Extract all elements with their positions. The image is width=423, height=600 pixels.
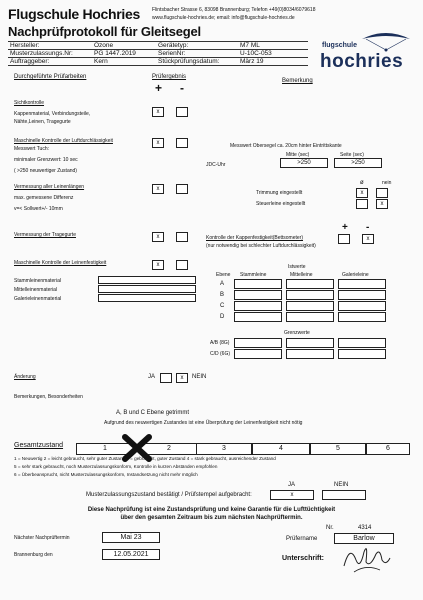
- zustand-label: Musterzulassungszustand bestätigt / Prüfstempel aufgebracht:: [86, 492, 252, 498]
- seite-value[interactable]: >250: [334, 158, 382, 168]
- ebene-label: Ebene: [216, 272, 231, 278]
- col-pruefarbeiten: Durchgeführte Prüfarbeiten: [14, 74, 87, 80]
- steuerleine-label: Steuerleine eingestellt: [256, 201, 306, 207]
- sicht-line2: Nähte,Leinen, Tragegurte: [14, 119, 71, 125]
- luft-minus-checkbox[interactable]: [176, 138, 188, 148]
- sicht-minus-checkbox[interactable]: [176, 107, 188, 117]
- seriennr-value: U-10C-053: [240, 50, 272, 57]
- logo-text-bottom: hochries: [320, 51, 404, 72]
- trimmung-label: Trimmung eingestellt: [256, 190, 303, 196]
- vermessung-plus-checkbox[interactable]: x: [152, 184, 164, 194]
- grid-cell[interactable]: [286, 312, 334, 322]
- grid-cell[interactable]: [338, 290, 386, 300]
- grenz-cd-mittel[interactable]: [286, 349, 334, 359]
- row-label-a: A: [220, 281, 225, 287]
- luft-heading: Maschinelle Kontrolle der Luftdurchlässigkeit: [14, 138, 113, 144]
- next-termin-value[interactable]: Mai 23: [102, 532, 160, 543]
- legend-line3: 6 = Überbeansprucht, nicht Musterzulassungskonform, Instandsetzung nicht mehr möglich: [14, 472, 198, 477]
- address-line-2: www.flugschule-hochries.de; email: info@flugschule-hochries.de: [152, 15, 295, 21]
- grid-cell[interactable]: [286, 290, 334, 300]
- galerieleinen-field[interactable]: [98, 294, 196, 302]
- row-label-c: C: [220, 303, 225, 309]
- aenderung-label: Änderung: [14, 374, 36, 380]
- address-line-1: Flintsbacher Strasse 6, 83098 Brannenburg; Telefon +49(0)8034/6079618: [152, 7, 316, 13]
- aenderung-ja-label: JA: [148, 374, 156, 380]
- vermessung-line1: max. gemessene Differenz: [14, 195, 74, 201]
- kappe-plus-header: +: [342, 222, 348, 233]
- stueckpruefung-value: März 19: [240, 58, 264, 65]
- pruefer-value[interactable]: Barlow: [334, 533, 394, 544]
- vermessung-minus-checkbox[interactable]: [176, 184, 188, 194]
- grenz-ab-stamm[interactable]: [234, 338, 282, 348]
- row-label-b: B: [220, 292, 225, 298]
- nr-value: 4314: [358, 525, 372, 531]
- auftraggeber-label: Auftraggeber:: [10, 58, 50, 65]
- pruefer-label: Prüfername: [286, 536, 318, 542]
- col-bemerkung: Bemerkung: [282, 78, 313, 84]
- grid-cell[interactable]: [234, 290, 282, 300]
- grenz-cd-galerie[interactable]: [338, 349, 386, 359]
- auftraggeber-value: Kern: [94, 58, 108, 65]
- scale-cell-1[interactable]: 1: [76, 443, 134, 455]
- muster-value: PG 1447.2019: [94, 50, 136, 57]
- signature-label: Unterschrift:: [282, 555, 325, 562]
- aenderung-nein-label: NEIN: [192, 374, 207, 380]
- scale-cell-3[interactable]: 3: [196, 443, 252, 455]
- tragegurte-plus-checkbox[interactable]: x: [152, 232, 164, 242]
- place-label: Brannenburg den: [14, 552, 53, 558]
- row-label-d: D: [220, 314, 225, 320]
- mittelleine-header: Mittelleine: [290, 272, 313, 278]
- mitte-label: Mitte (sec): [286, 152, 310, 158]
- sicht-plus-checkbox[interactable]: x: [152, 107, 164, 117]
- paraglider-icon: [358, 30, 413, 52]
- oe-label: ø: [360, 180, 364, 186]
- company-name: Flugschule Hochries: [8, 6, 140, 22]
- tragegurte-minus-checkbox[interactable]: [176, 232, 188, 242]
- nein-label: nein: [382, 180, 392, 186]
- muster-label: Musterzulassungs.Nr:: [10, 50, 73, 57]
- stammleine-header: Stammleine: [240, 272, 267, 278]
- col-pruefergebnis: Prüfergebnis: [152, 74, 187, 80]
- kappe-minus-checkbox[interactable]: x: [362, 234, 374, 244]
- luft-line1: Messwert Tuch:: [14, 146, 50, 152]
- grid-cell[interactable]: [234, 301, 282, 311]
- guarantee-line1: Diese Nachprüfung ist eine Zustandsprüfung und keine Garantie für die Lufttüchtigkeit: [87, 507, 336, 513]
- grenz-ab-galerie[interactable]: [338, 338, 386, 348]
- grid-cell[interactable]: [286, 301, 334, 311]
- kappe-plus-checkbox[interactable]: [338, 234, 350, 244]
- legend-line2: 5 = sehr stark gebraucht, noch Musterzulassungskonform, Kontrolle in kurzen Abständen empfohlen: [14, 464, 218, 469]
- grenzwerte-label: Grenzwerte: [284, 330, 310, 336]
- plus-header: +: [155, 81, 163, 95]
- luft-line3: ( >250 neuwertiger Zustand): [14, 168, 77, 174]
- zustand-ja-checkbox[interactable]: x: [270, 490, 314, 500]
- guarantee-line2: über den gesamten Zeitraum bis zum nächsten Nachprüftermin.: [120, 515, 303, 521]
- istwerte-label: Istwerte: [288, 264, 306, 270]
- tragegurte-heading: Vermessung der Tragegurte: [14, 232, 76, 238]
- nr-label: Nr.: [326, 525, 334, 531]
- trimmung-ja-checkbox[interactable]: x: [356, 188, 368, 198]
- date-value[interactable]: 12.05.2021: [102, 549, 160, 560]
- page-title: Nachprüfprotokoll für Gleitsegel: [8, 24, 201, 39]
- luft-plus-checkbox[interactable]: x: [152, 138, 164, 148]
- grid-cell[interactable]: [338, 301, 386, 311]
- leinen-minus-checkbox[interactable]: [176, 260, 188, 270]
- legend-line1: 1 = Neuwertig 2 = leicht gebraucht, sehr guter Zustand 3 = gebraucht, guter Zustand 4 = stark gebraucht, ausreichender Zustand: [14, 456, 276, 461]
- signature-image: [336, 540, 396, 576]
- scale-cell-4[interactable]: 4: [252, 443, 310, 455]
- vermessung-heading: Vermessung aller Leinenlängen: [14, 184, 85, 190]
- grid-cell[interactable]: [234, 279, 282, 289]
- mittelleinen-label: Mittelleinenmaterial: [14, 287, 58, 293]
- luft-line2: minimaler Grenzwert: 10 sec: [14, 157, 78, 163]
- galerieleinen-label: Galerieleinenmaterial: [14, 296, 62, 302]
- messwert-label: Messwert Obersegel ca. 20cm hinter Eintrittskante: [230, 143, 342, 149]
- grenz-cd-label: C/D (6G): [210, 351, 230, 357]
- grenz-ab-mittel[interactable]: [286, 338, 334, 348]
- grid-cell[interactable]: [234, 312, 282, 322]
- stammleinen-field[interactable]: [98, 276, 196, 284]
- grenz-cd-stamm[interactable]: [234, 349, 282, 359]
- kappenfestigkeit-label: Kontrolle der Kappenfestigkeit(Bettsometer): [206, 235, 303, 241]
- stammleinen-label: Stammleinenmaterial: [14, 278, 61, 284]
- zustand-ja-label: JA: [288, 482, 296, 488]
- hersteller-label: Hersteller:: [10, 42, 40, 49]
- leinen-plus-checkbox[interactable]: x: [152, 260, 164, 270]
- scale-cell-2[interactable]: 2: [140, 443, 198, 455]
- geraetetyp-value: M7 ML: [240, 42, 260, 49]
- steuer-ja-checkbox[interactable]: [356, 199, 368, 209]
- trimmung-nein-checkbox[interactable]: [376, 188, 388, 198]
- bemerkungen-line2: Aufgrund des neuwertigen Zustandes ist eine Überprüfung der Leinenfestigkeit nicht nötig: [104, 420, 303, 426]
- mitte-value[interactable]: >250: [280, 158, 328, 168]
- gesamtzustand-label: Gesamtzustand: [14, 442, 64, 449]
- steuer-nein-checkbox[interactable]: x: [376, 199, 388, 209]
- mittelleinen-field[interactable]: [98, 285, 196, 293]
- grid-cell[interactable]: [338, 312, 386, 322]
- jdc-label: JDC-Uhr: [206, 162, 226, 168]
- grenz-ab-label: A/B (8G): [210, 340, 230, 346]
- next-termin-label: Nächster Nachprüftermin: [14, 535, 70, 541]
- geraetetyp-label: Gerätetyp:: [158, 42, 189, 49]
- grid-cell[interactable]: [338, 279, 386, 289]
- bemerkungen-heading: Bemerkungen, Besonderheiten: [14, 394, 83, 400]
- leinen-heading: Maschinelle Kontrolle der Leinenfestigkeit: [14, 260, 107, 266]
- grid-cell[interactable]: [286, 279, 334, 289]
- vermessung-line2: v=< Sollwert+/- 10mm: [14, 206, 63, 212]
- kappenfestigkeit-note: (nur notwendig bei schlechter Luftdurchlässigkeit): [206, 243, 316, 249]
- sicht-heading: Sichtkontrolle: [14, 100, 45, 106]
- minus-header: -: [180, 81, 184, 95]
- bemerkungen-line1: A, B und C Ebene getrimmt: [116, 410, 190, 416]
- aenderung-nein-checkbox[interactable]: x: [176, 373, 188, 383]
- kappe-minus-header: -: [366, 222, 370, 233]
- seriennr-label: SerienNr:: [158, 50, 186, 57]
- hersteller-value: Ozone: [94, 42, 114, 49]
- logo-text-top: flugschule: [322, 42, 358, 49]
- aenderung-ja-checkbox[interactable]: [160, 373, 172, 383]
- galerieleine-header: Galerieleine: [342, 272, 369, 278]
- stueckpruefung-label: Stückprüfungsdatum:: [158, 58, 220, 65]
- sicht-line1: Kappenmaterial, Verbindungsteile,: [14, 111, 91, 117]
- zustand-nein-checkbox[interactable]: [322, 490, 366, 500]
- seite-label: Seite (sec): [340, 152, 364, 158]
- scale-cell-6[interactable]: 6: [366, 443, 410, 455]
- scale-cell-5[interactable]: 5: [310, 443, 366, 455]
- zustand-nein-label: NEIN: [334, 482, 349, 488]
